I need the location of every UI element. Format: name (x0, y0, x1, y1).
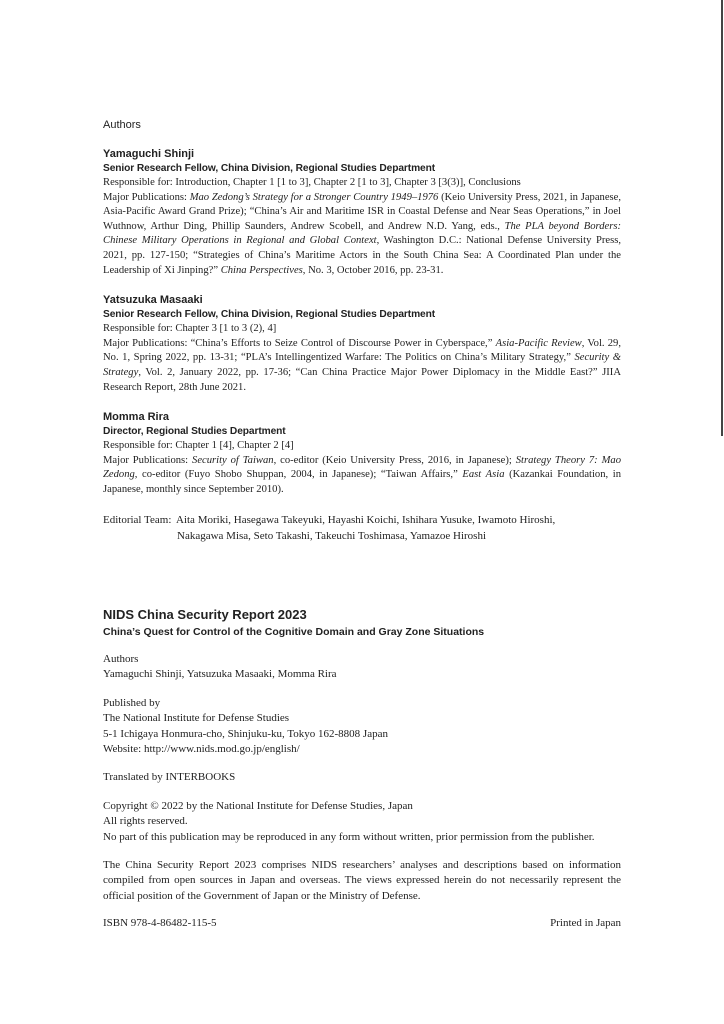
published-by-label: Published by (103, 696, 161, 709)
authors-section (103, 118, 621, 513)
editorial-team-members-cont: Nakagawa Misa, Seto Takashi, Takeuchi Toshimasa, Yamazoe Hiroshi (177, 529, 486, 542)
author-name: Yamaguchi Shinji (103, 148, 195, 160)
author-title: Director, Regional Studies Department (103, 426, 286, 438)
translator-block (103, 770, 621, 785)
author-title: Senior Research Fellow, China Division, Regional Studies Department (103, 163, 436, 174)
author-name: Yatsuzuka Masaaki (103, 294, 203, 307)
book-subtitle: China’s Quest for Control of the Cognitive Domain and Gray Zone Situations (103, 626, 485, 638)
isbn-row (103, 916, 621, 931)
authors-heading: Authors (103, 119, 141, 131)
reproduction-notice: No part of this publication may be reproduced in any form without written, prior permission from the publisher. (103, 830, 595, 843)
author-entry (103, 410, 621, 497)
isbn: ISBN 978-4-86482-115-5 (103, 917, 217, 930)
publisher-block (103, 696, 621, 758)
disclaimer: The China Security Report 2023 comprises NIDS researchers’ analyses and descriptions based on information compiled from open sources in Japan and overseas. The views expressed herein do not necessarily represent the official position of the Government of Japan or the Ministry of Defense. (103, 859, 621, 902)
author-publications: Major Publications: Security of Taiwan, co-editor (Keio University Press, 2016, in Japanese); Strategy Theory 7: Mao Zedong, co-editor (Fuyo Shobo Shuppan, 2004, in Japanese); “Taiwan Affairs,” East Asia (Kazankai Foundation, in Japanese, monthly since September 2010). (103, 454, 622, 495)
author-responsibility: Responsible for: Introduction, Chapter 1 [1 to 3], Chapter 2 [1 to 3], Chapter 3 [3(3)], Conclusions (103, 177, 521, 188)
author-publications: Major Publications: “China’s Efforts to Seize Control of Discourse Power in Cyberspace,” Asia-Pacific Review, Vol. 29, No. 1, Spring 2022, pp. 13-31; “PLA’s Intellingentized Warfare: The Politics on China’s Military Strategy,” Security & Strategy, Vol. 2, January 2022, pp. 17-36; “Can China Practice Major Power Diplomacy in the Middle East?” JIIA Research Report, 28th June 2021. (103, 337, 621, 393)
colophon-authors (103, 652, 621, 683)
copyright-block (103, 799, 621, 845)
publisher-website: Website: http://www.nids.mod.go.jp/english/ (103, 743, 300, 756)
editorial-team-label: Editorial Team: (103, 514, 172, 526)
printed-in: Printed in Japan (550, 917, 621, 930)
author-publications: Major Publications: Mao Zedong’s Strategy for a Stronger Country 1949–1976 (Keio University Press, 2021, in Japanese, Asia-Pacific Award Grand Prize); “China’s Air and Maritime ISR in Coastal Defense and Near Seas Operations,” in Joel Wuthnow, Arthur Ding, Phillip Saunders, Andrew Scobell, and Andrew N.D. Yang, eds., The PLA beyond Borders: Chinese Military Operations in Regional and Global Context, Washington D.C.: National Defense University Press, 2021, pp. 127-150; “Strategies of China’s Maritime Actors in the South China Sea: A Coordinated Plan under the Leadership of Xi Jinping?” China Perspectives, No. 3, October 2016, pp. 23-31. (103, 191, 622, 276)
author-responsibility: Responsible for: Chapter 3 [1 to 3 (2), 4] (103, 323, 277, 335)
colophon-authors-label: Authors (103, 653, 139, 665)
publisher-address: 5-1 Ichigaya Honmura-cho, Shinjuku-ku, Tokyo 162-8808 Japan (103, 727, 388, 740)
copyright-line: Copyright © 2022 by the National Institute for Defense Studies, Japan (103, 799, 413, 812)
colophon-authors-list: Yamaguchi Shinji, Yatsuzuka Masaaki, Momma Rira (103, 668, 337, 681)
disclaimer-block (103, 858, 621, 904)
author-entry (103, 147, 621, 278)
author-entry (103, 293, 621, 395)
page-edge-rule (721, 0, 723, 436)
editorial-team-members: Aita Moriki, Hasegawa Takeyuki, Hayashi Koichi, Ishihara Yusuke, Iwamoto Hiroshi, (176, 514, 556, 526)
author-name: Momma Rira (103, 411, 170, 424)
book-title: NIDS China Security Report 2023 (103, 607, 307, 622)
author-title: Senior Research Fellow, China Division, Regional Studies Department (103, 309, 436, 321)
publisher-name: The National Institute for Defense Studies (103, 712, 290, 725)
rights-line: All rights reserved. (103, 815, 188, 828)
translator: Translated by INTERBOOKS (103, 771, 236, 784)
editorial-team (103, 513, 623, 544)
colophon (103, 607, 621, 931)
author-responsibility: Responsible for: Chapter 1 [4], Chapter 2 [4] (103, 440, 294, 452)
